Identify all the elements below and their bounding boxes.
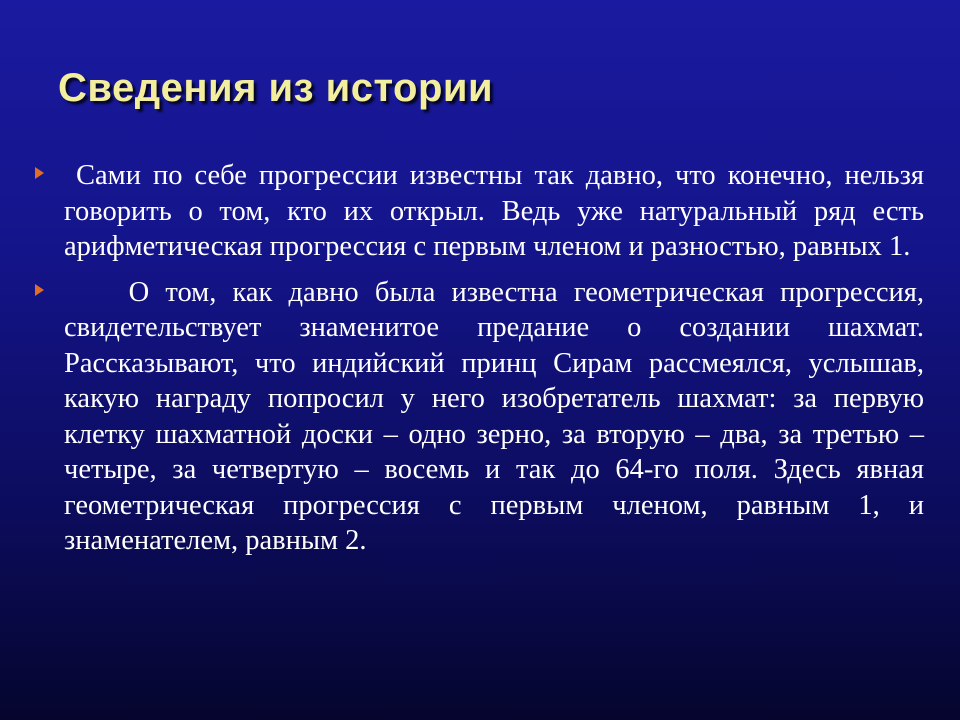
triangle-bullet-icon — [35, 167, 44, 179]
bullet-text: О том, как давно была известна геометрическая прогрессия, свидетельствует знаменитое предание о создании шахмат. Рассказывают, что индийский принц Сирам рассмеялся, услышав, какую награду попросил у него изобретатель шахмат: за первую клетку шахматной доски – одно зерно, за вторую – два, за третью – четыре, за четвертую – восемь и так до 64-го поля. Здесь явная геометрическая прогрессия с первым членом, равным 1, и знаменателем, равным 2. — [64, 276, 932, 556]
bullet-text: Сами по себе прогрессии известны так давно, что конечно, нельзя говорить о том, кто их открыл. Ведь уже натуральный ряд есть арифметическая прогрессия с первым членом и разностью, равных 1. — [64, 160, 932, 262]
bullet-list — [64, 158, 932, 569]
slide-title: Сведения из истории — [58, 66, 494, 110]
triangle-bullet-icon — [35, 284, 44, 296]
bullet-item-progressions-history — [64, 158, 932, 265]
bullet-item-chess-legend — [64, 275, 932, 559]
